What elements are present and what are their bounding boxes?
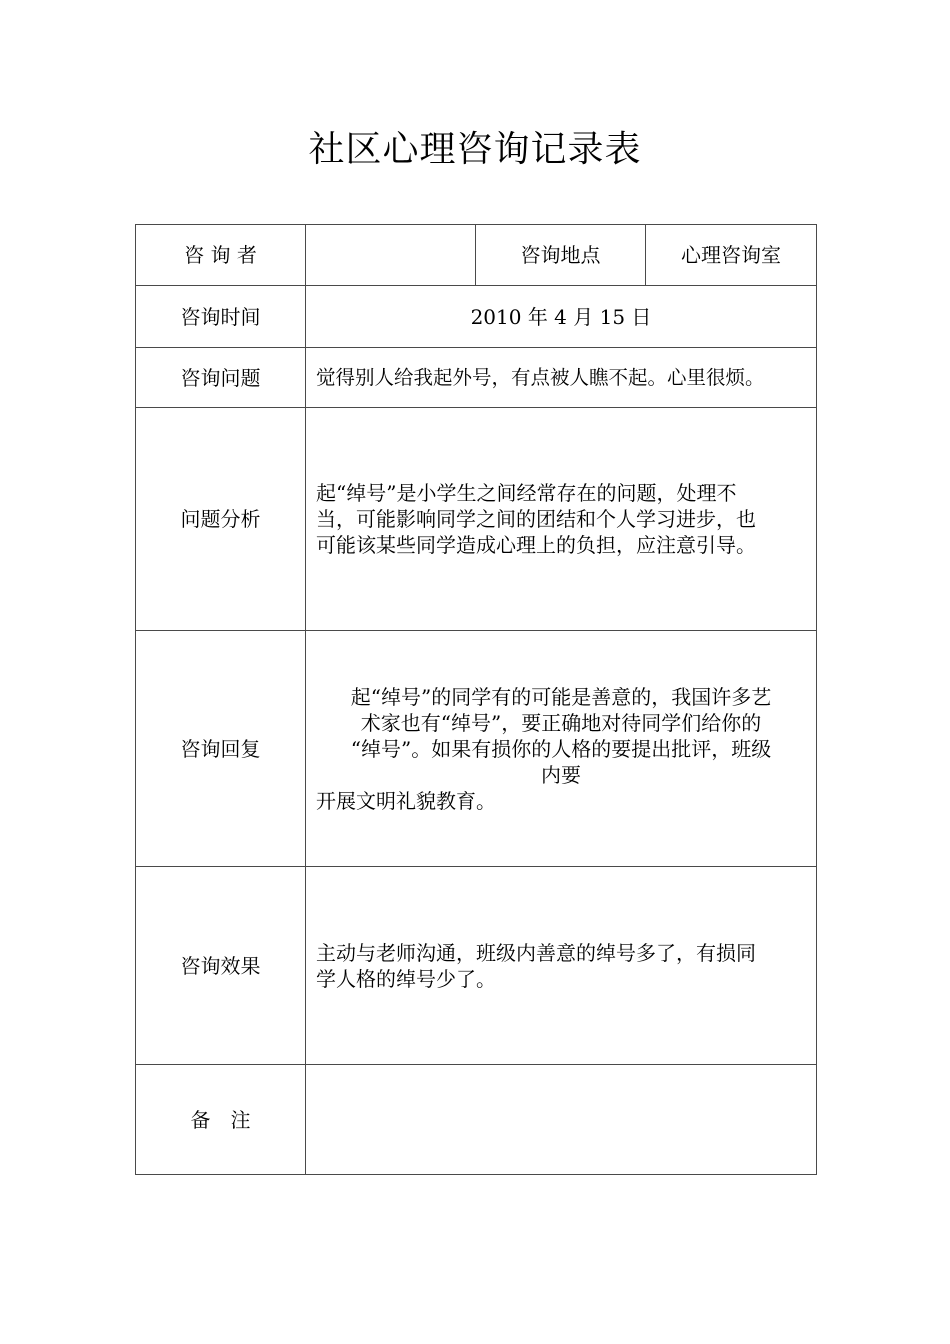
consultant-value — [306, 225, 476, 286]
analysis-line: 当，可能影响同学之间的团结和个人学习进步，也 — [316, 507, 756, 531]
effect-line: 主动与老师沟通，班级内善意的绰号多了，有损同 — [316, 940, 756, 965]
remarks-label: 备 注 — [136, 1065, 306, 1175]
time-label: 咨询时间 — [136, 286, 306, 348]
reply-label: 咨询回复 — [136, 631, 306, 867]
effect-label: 咨询效果 — [136, 867, 306, 1065]
effect-text — [306, 867, 817, 1065]
issue-label: 咨询问题 — [136, 348, 306, 408]
row-consultant — [136, 225, 817, 286]
analysis-label: 问题分析 — [136, 408, 306, 631]
reply-line: 内要 — [541, 762, 581, 787]
reply-line: “绰号”。如果有损你的人格的要提出批评，班级 — [350, 736, 772, 761]
row-effect — [136, 867, 817, 1065]
row-reply — [136, 631, 817, 867]
analysis-line: 起“绰号”是小学生之间经常存在的问题，处理不 — [316, 481, 737, 505]
page-title: 社区心理咨询记录表 — [308, 129, 642, 170]
row-remarks — [136, 1065, 817, 1175]
consultant-label: 咨 询 者 — [136, 225, 306, 286]
reply-text — [306, 631, 817, 867]
reply-line: 起“绰号”的同学有的可能是善意的，我国许多艺 — [350, 684, 772, 709]
row-issue — [136, 348, 817, 408]
time-value: 2010 年 4 月 15 日 — [306, 286, 817, 348]
reply-line: 术家也有“绰号”，要正确地对待同学们给你的 — [360, 710, 762, 735]
analysis-line: 可能该某些同学造成心理上的负担，应注意引导。 — [316, 533, 756, 557]
row-analysis — [136, 408, 817, 631]
row-time — [136, 286, 817, 348]
reply-line: 开展文明礼貌教育。 — [316, 788, 496, 813]
effect-line: 学人格的绰号少了。 — [316, 966, 496, 991]
location-value: 心理咨询室 — [646, 225, 817, 286]
consultation-record-table — [135, 224, 817, 1175]
remarks-value — [306, 1065, 817, 1175]
analysis-text — [306, 408, 817, 631]
location-label: 咨询地点 — [476, 225, 646, 286]
issue-value: 觉得别人给我起外号，有点被人瞧不起。心里很烦。 — [306, 348, 817, 408]
